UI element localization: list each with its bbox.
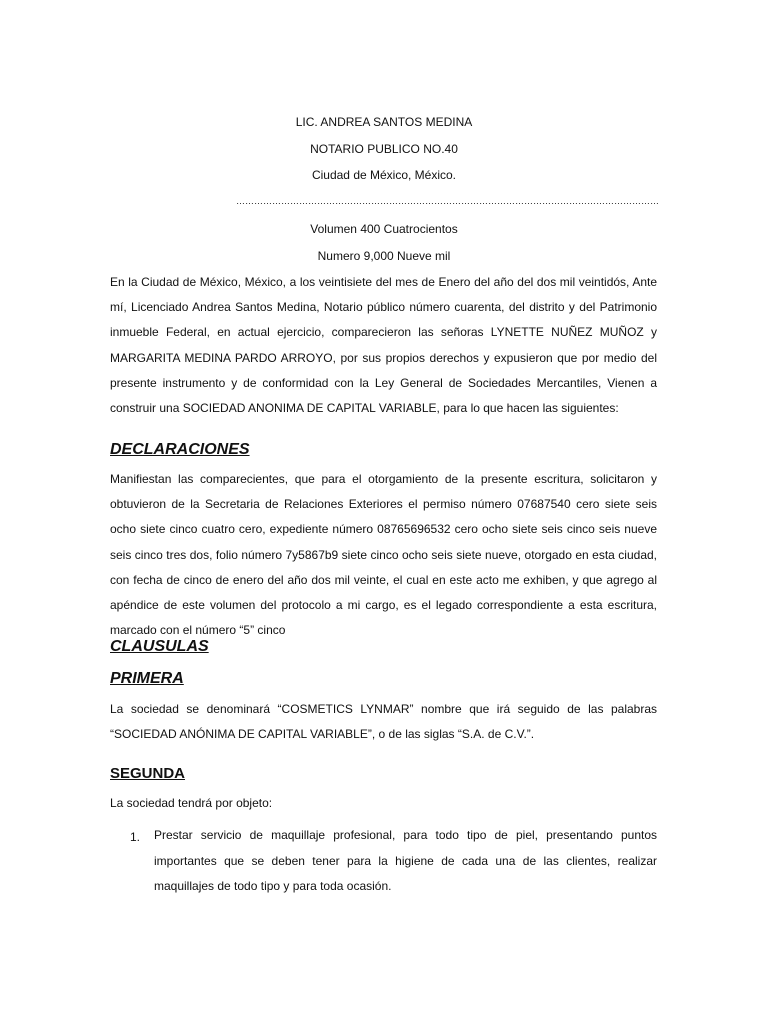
- declaraciones-text: Manifiestan las comparecientes, que para el otorgamiento de la presente escritura, solicitaron y obtuvieron de la Secretaria de Relaciones Exteriores el permiso número 07687540 cero siete seis ocho siete cinco cuatro cero, expediente número 08765696532 cero ocho siete seis cinco seis nueve seis cinco tres dos, folio número 7y5867b9 siete cinco ocho seis siete nueve, otorgado en esta ciudad, con fecha de cinco de enero del año dos mil veinte, el cual en este acto me exhiben, y que agrego al apéndice de este volumen del protocolo a mi cargo, es el legado correspondiente a esta escritura, marcado con el número “5” cinco: [110, 472, 657, 638]
- intro-paragraph: En la Ciudad de México, México, a los veintisiete del mes de Enero del año del dos mil veintidós, Ante mí, Licenciado Andrea Santos Medina, Notario público número cuarenta, del distrito y del Patrimonio inmueble Federal, en actual ejercicio, comparecieron las señoras LYNETTE NUÑEZ MUÑOZ y MARGARITA MEDINA PARDO ARROYO, por sus propios derechos y expusieron que por medio del presente instrumento y de conformidad con la Ley General de Sociedades Mercantiles, Vienen a construir una SOCIEDAD ANONIMA DE CAPITAL VARIABLE, para lo que hacen las siguientes:: [110, 275, 657, 416]
- segunda-text: La sociedad tendrá por objeto:: [110, 796, 273, 810]
- volume-line: Volumen 400 Cuatrocientos: [310, 222, 458, 236]
- notary-name: LIC. ANDREA SANTOS MEDINA: [295, 115, 473, 129]
- number-line: Numero 9,000 Nueve mil: [317, 249, 451, 263]
- dotted-separator: ……………………………………………………………………………………………………………………………: [236, 196, 659, 206]
- city-line: Ciudad de México, México.: [311, 168, 457, 182]
- list-item-number: 1.: [130, 830, 141, 844]
- notary-number: NOTARIO PUBLICO NO.40: [310, 142, 458, 156]
- clausulas-heading: CLAUSULAS: [110, 638, 209, 655]
- segunda-heading: SEGUNDA: [110, 765, 186, 782]
- list-item-text: Prestar servicio de maquillaje profesional, para todo tipo de piel, presentando puntos importantes que se deben tener para la higiene de cada una de las clientes, realizar maquillajes de todo tipo y para toda ocasión.: [154, 828, 657, 893]
- primera-heading: PRIMERA: [110, 670, 184, 687]
- primera-text: La sociedad se denominará “COSMETICS LYNMAR” nombre que irá seguido de las palabras “SOCIEDAD ANÓNIMA DE CAPITAL VARIABLE”, o de las siglas “S.A. de C.V.”.: [110, 702, 657, 742]
- declaraciones-heading: DECLARACIONES: [110, 441, 250, 458]
